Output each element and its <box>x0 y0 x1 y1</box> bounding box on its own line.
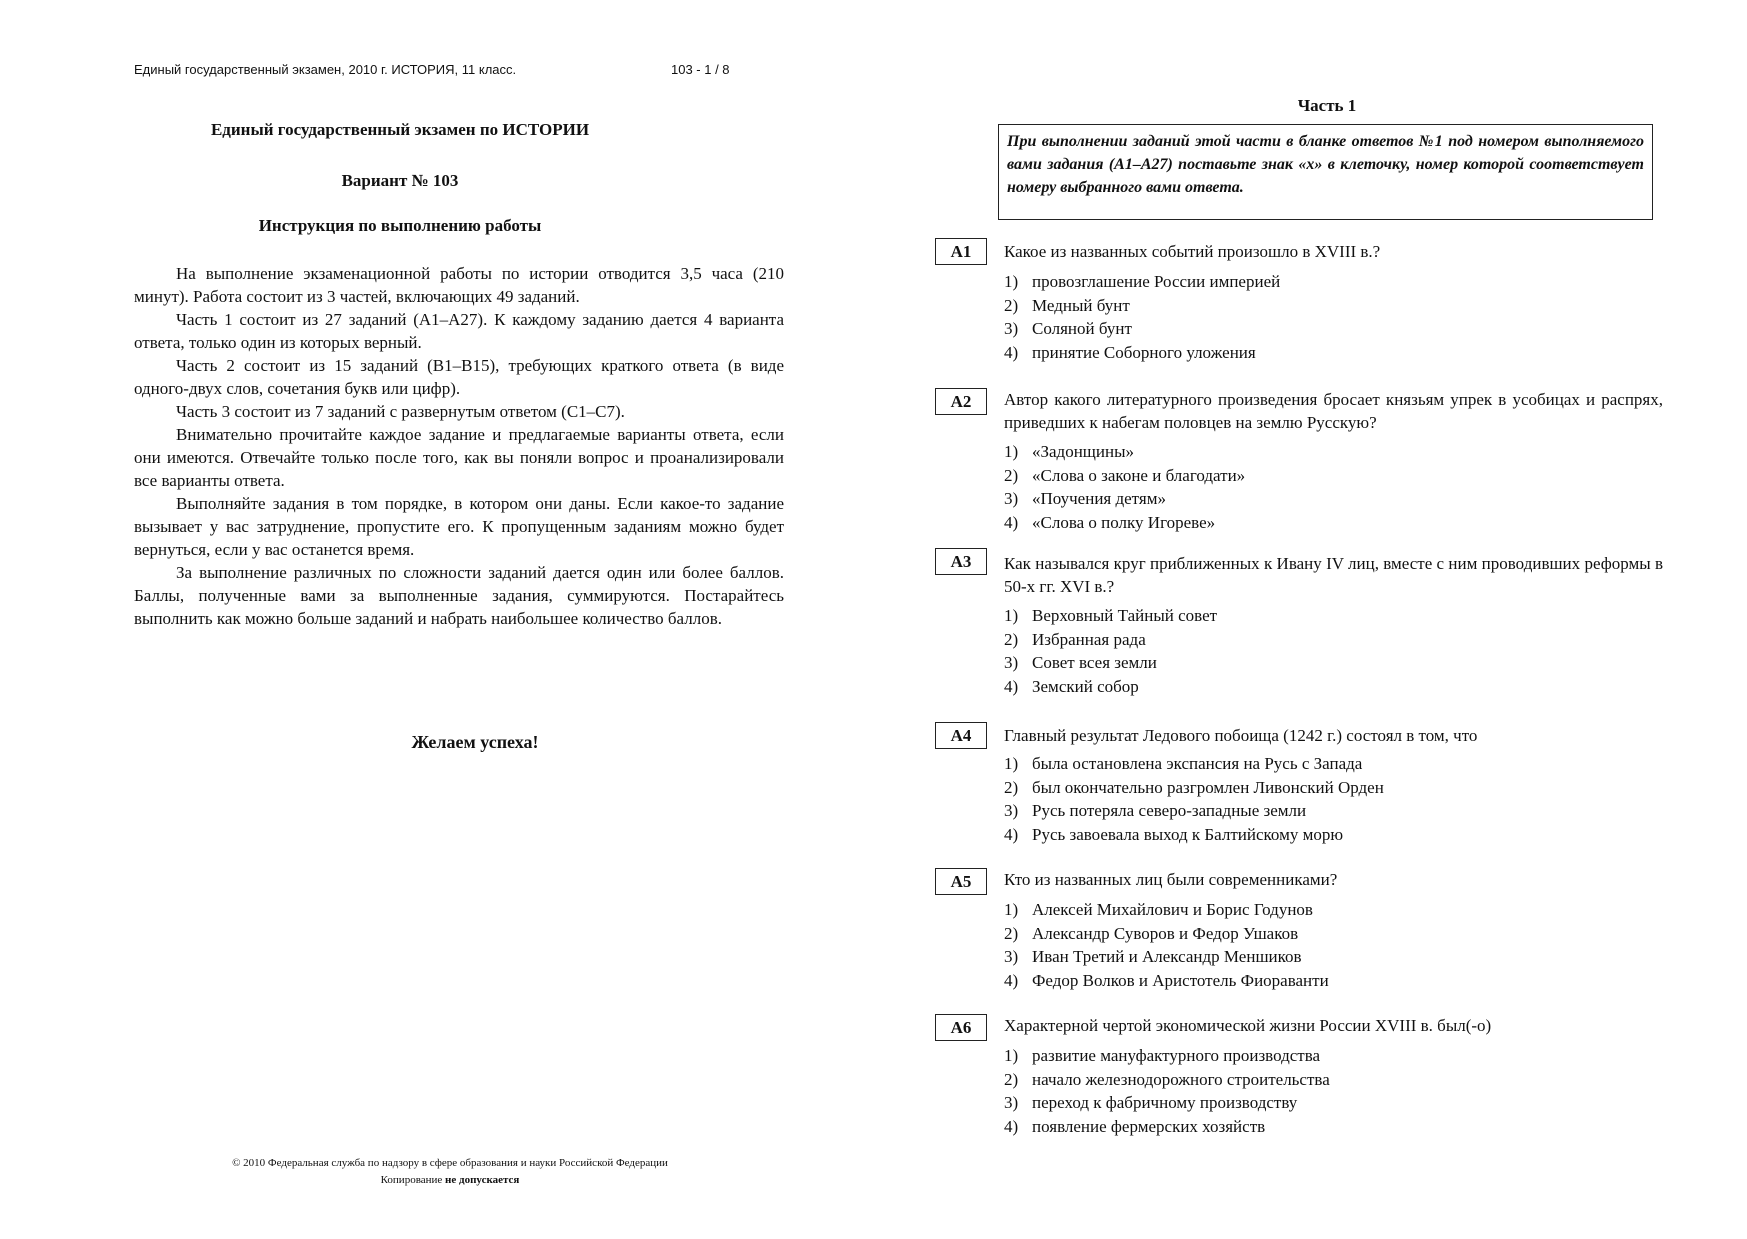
question-label: А5 <box>935 868 987 895</box>
answer-option: 3) Совет всея земли <box>1004 653 1157 672</box>
instruction-paragraph: Часть 3 состоит из 7 заданий с развернутым ответом (С1–С7). <box>176 402 625 421</box>
answer-option: 4) «Слова о полку Игореве» <box>1004 512 1216 532</box>
answer-option: 2) Избранная рада <box>1004 629 1146 649</box>
answer-option: 4) Федор Волков и Аристотель Фиораванти <box>1004 970 1329 990</box>
copying-notice <box>150 1172 750 1189</box>
answer-option: 2) Медный бунт <box>1004 295 1130 315</box>
exam-title: Единый государственный экзамен по ИСТОРИИ <box>210 120 590 139</box>
answer-option: 4) Земский собор <box>1004 676 1139 696</box>
question-label: А1 <box>935 238 987 265</box>
variant-title: Вариант № 103 <box>341 171 459 190</box>
instruction-paragraph: На выполнение экзаменационной работы по истории отводится 3,5 часа (210 минут). Работа состоит из 3 частей, включающих 49 заданий. <box>134 264 784 306</box>
answer-options <box>1004 752 1663 846</box>
answer-option: 1) Алексей Михайлович и Борис Годунов <box>1004 900 1313 919</box>
answer-option: 1) провозглашение России империей <box>1004 272 1281 291</box>
answer-option: 1) развитие мануфактурного производства <box>1004 1046 1321 1065</box>
answer-options <box>1004 1044 1663 1138</box>
instruction-paragraph: Выполняйте задания в том порядке, в котором они даны. Если какое-то задание вызывает у вас затруднение, пропустите его. К пропущенным заданиям можно будет вернуться, если у вас останется время. <box>134 494 784 559</box>
instructions-heading: Инструкция по выполнению работы <box>258 216 542 235</box>
answer-options <box>1004 898 1663 992</box>
instruction-paragraph: Внимательно прочитайте каждое задание и предлагаемые варианты ответа, если они имеются. Отвечайте только после того, как вы поняли вопрос и проанализировали все варианты ответа. <box>134 425 784 490</box>
instructions-text <box>134 262 784 630</box>
question-label: А2 <box>935 388 987 415</box>
part-instruction-box: При выполнении заданий этой части в бланке ответов №1 под номером выполняемого вами задания (А1–А27) поставьте знак «х» в клеточку, номер которой соответствует номеру выбранного вами ответа. <box>998 124 1653 220</box>
copyright-footer <box>150 1155 750 1189</box>
answer-option: 4) Русь завоевала выход к Балтийскому морю <box>1004 824 1344 844</box>
answer-options <box>1004 440 1663 534</box>
question-text: Кто из названных лиц были современниками? <box>1004 870 1338 889</box>
instruction-paragraph: Часть 1 состоит из 27 заданий (А1–А27). К каждому заданию дается 4 варианта ответа, только один из которых верный. <box>134 310 784 352</box>
answer-option: 2) начало железнодорожного строительства <box>1004 1069 1330 1089</box>
answer-option: 3) Соляной бунт <box>1004 319 1132 338</box>
answer-option: 3) Русь потеряла северо-западные земли <box>1004 801 1307 820</box>
answer-options <box>1004 270 1663 364</box>
answer-option: 2) «Слова о законе и благодати» <box>1004 465 1246 485</box>
question-text: Какое из названных событий произошло в XVIII в.? <box>1004 242 1381 261</box>
answer-option: 1) была остановлена экспансия на Русь с Запада <box>1004 754 1363 773</box>
question-text: Автор какого литературного произведения бросает князьям упрек в усобицах и распрях, приведших к набегам половцев на землю Русскую? <box>1004 390 1663 432</box>
question-label: А6 <box>935 1014 987 1041</box>
instruction-paragraph: Часть 2 состоит из 15 заданий (В1–В15), требующих краткого ответа (в виде одного-двух слов, сочетания букв или цифр). <box>134 356 784 398</box>
answer-option: 3) Иван Третий и Александр Меншиков <box>1004 947 1302 966</box>
exam-header: Единый государственный экзамен, 2010 г. ИСТОРИЯ, 11 класс. <box>134 62 517 77</box>
answer-option: 2) был окончательно разгромлен Ливонский Орден <box>1004 777 1384 797</box>
question-label: А3 <box>935 548 987 575</box>
copying-prefix: Копирование <box>380 1174 446 1186</box>
good-luck-message: Желаем успеха! <box>411 732 539 752</box>
answer-option: 3) переход к фабричному производству <box>1004 1093 1298 1112</box>
answer-option: 2) Александр Суворов и Федор Ушаков <box>1004 923 1299 943</box>
copying-forbidden: не допускается <box>445 1174 520 1186</box>
answer-option: 3) «Поучения детям» <box>1004 489 1166 508</box>
answer-option: 1) «Задонщины» <box>1004 442 1135 461</box>
answer-option: 1) Верховный Тайный совет <box>1004 606 1218 625</box>
question-text: Характерной чертой экономической жизни России XVIII в. был(-о) <box>1004 1016 1492 1035</box>
instruction-paragraph: За выполнение различных по сложности заданий дается один или более баллов. Баллы, полученные вами за выполненные задания, суммируются. Постарайтесь выполнить как можно больше заданий и набрать наибольшее количество баллов. <box>134 563 784 628</box>
answer-options <box>1004 604 1663 698</box>
copyright-line: © 2010 Федеральная служба по надзору в сфере образования и науки Российской Федерации <box>232 1157 668 1169</box>
answer-option: 4) принятие Соборного уложения <box>1004 342 1256 362</box>
answer-option: 4) появление фермерских хозяйств <box>1004 1116 1266 1136</box>
question-text: Главный результат Ледового побоища (1242 г.) состоял в том, что <box>1004 726 1478 745</box>
page-reference: 103 - 1 / 8 <box>671 62 730 77</box>
part-title: Часть 1 <box>1297 96 1357 115</box>
question-label: А4 <box>935 722 987 749</box>
question-text: Как назывался круг приближенных к Ивану IV лиц, вместе с ним проводивших реформы в 50-х гг. XVI в.? <box>1004 554 1663 596</box>
